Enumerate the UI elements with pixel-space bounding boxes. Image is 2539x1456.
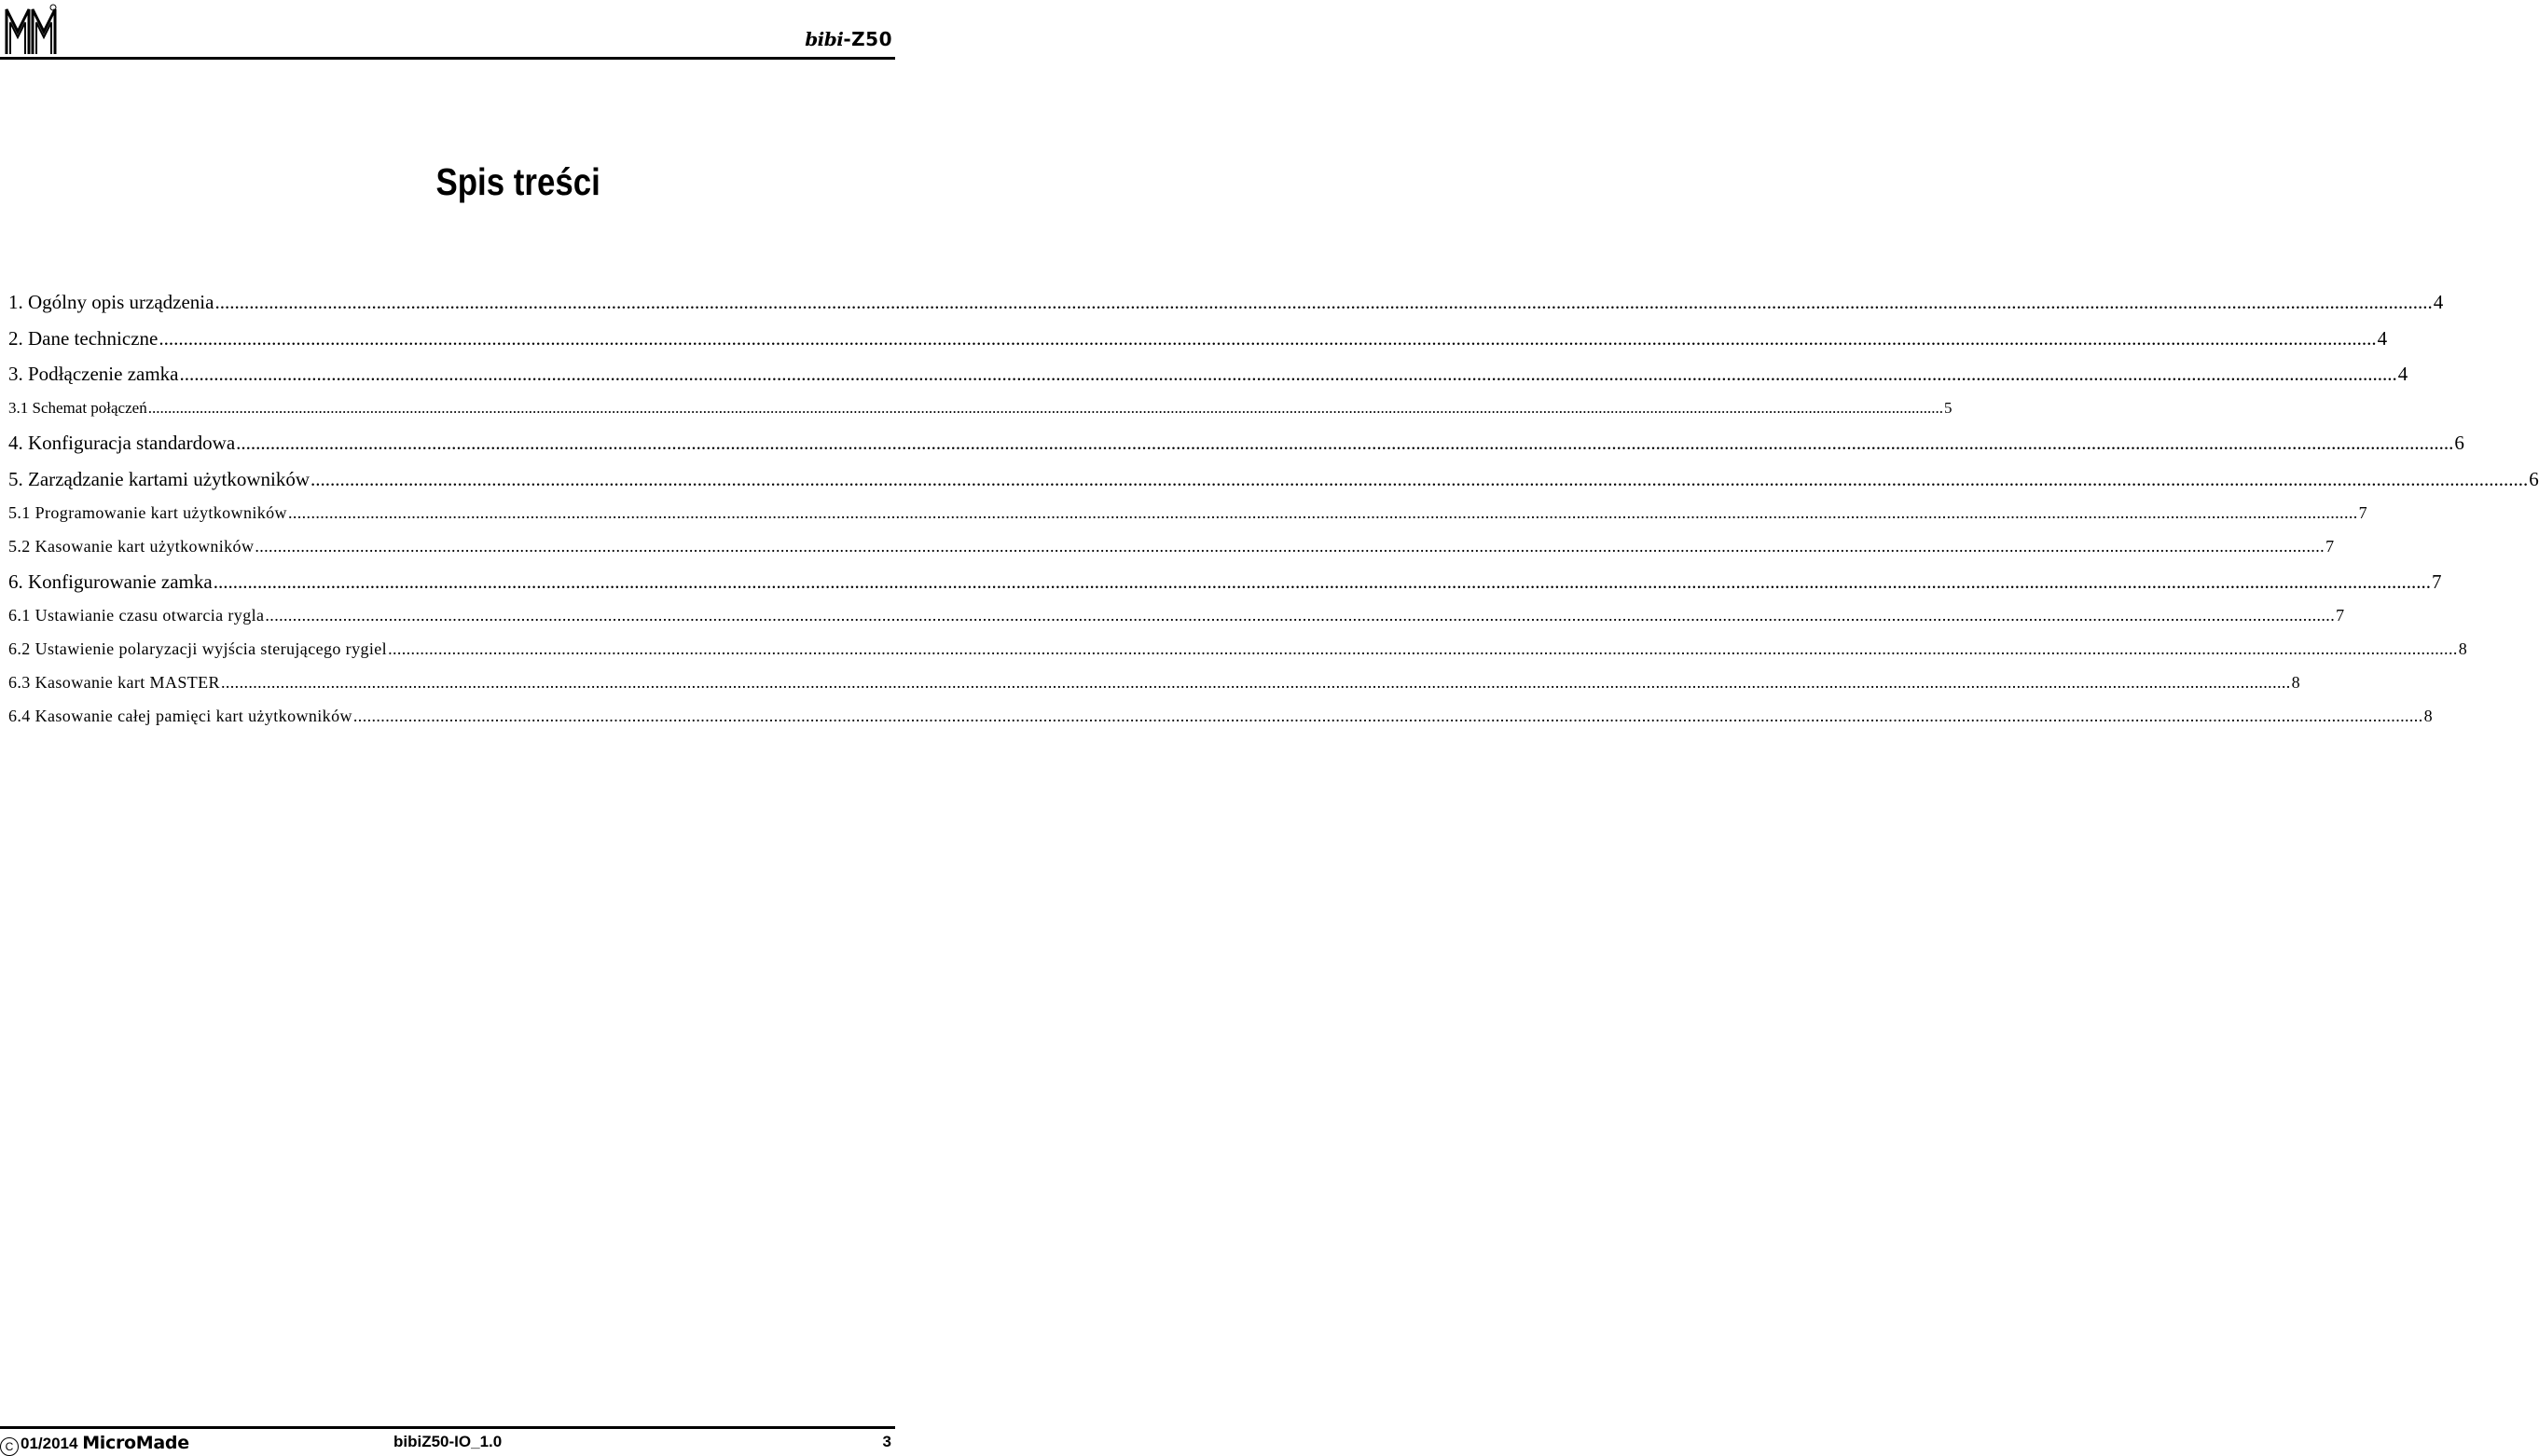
footer-page-number: 3 (882, 1433, 891, 1450)
toc-leader-dots (180, 363, 2397, 386)
toc-leader-dots (221, 673, 2291, 693)
micromade-logo (4, 4, 58, 56)
toc-entry[interactable] (8, 363, 2408, 399)
toc-entry-label: 2. Dane techniczne (8, 326, 159, 350)
toc-entry-page: 7 (2336, 606, 2345, 625)
toc-entry-label: 4. Konfiguracja standardowa (8, 432, 236, 455)
toc-entry-label: 6.3 Kasowanie kart MASTER (8, 672, 220, 692)
toc-entry-page: 4 (2377, 326, 2388, 350)
toc-leader-dots (148, 399, 1943, 418)
toc-entry[interactable] (8, 639, 2468, 673)
toc-entry[interactable] (8, 570, 2442, 607)
toc-entry-page: 4 (2433, 291, 2444, 313)
toc-entry-page: 7 (2325, 537, 2335, 556)
toc-leader-dots (288, 503, 2358, 523)
product-name-script: bibi (805, 28, 844, 50)
toc-leader-dots (159, 327, 2376, 350)
toc-leader-dots (236, 432, 2453, 455)
toc-entry[interactable] (8, 432, 2464, 468)
toc-entry[interactable] (8, 503, 2368, 537)
toc-entry[interactable] (8, 398, 1953, 433)
footer-copyright (0, 1433, 189, 1456)
toc-entry-label: 5.1 Programowanie kart użytkowników (8, 503, 287, 523)
toc-entry-label: 1. Ogólny opis urządzenia (8, 291, 214, 313)
toc-entry-label: 5.2 Kasowanie kart użytkowników (8, 537, 255, 556)
toc-entry[interactable] (8, 467, 2539, 504)
toc-leader-dots (255, 537, 2325, 556)
toc-entry[interactable] (8, 537, 2335, 570)
header-divider (0, 57, 895, 60)
toc-entry-label: 5. Zarządzanie kartami użytkowników (8, 467, 310, 490)
page-footer (0, 1433, 895, 1455)
toc-entry-page: 8 (2458, 639, 2468, 659)
toc-entry[interactable] (8, 672, 2301, 707)
toc-leader-dots (388, 639, 2458, 659)
toc-leader-dots (214, 570, 2431, 594)
toc-entry-page: 8 (2423, 706, 2433, 725)
toc-entry-label: 6.4 Kasowanie całej pamięci kart użytkowników (8, 706, 352, 725)
toc-entry[interactable] (8, 291, 2444, 327)
footer-date: 01/2014 (21, 1435, 78, 1452)
toc-entry-page: 4 (2397, 363, 2408, 385)
footer-brand: MicroMade (82, 1433, 189, 1453)
toc-entry-label: 3. Podłączenie zamka (8, 363, 179, 385)
footer-divider (0, 1426, 895, 1429)
toc-entry-label: 6. Konfigurowanie zamka (8, 570, 213, 593)
product-name (805, 28, 892, 50)
toc-entry-label: 6.2 Ustawienie polaryzacji wyjścia sterującego rygiel (8, 639, 388, 659)
toc-entry-page: 7 (2358, 503, 2368, 523)
toc-entry[interactable] (8, 326, 2388, 364)
table-of-contents (8, 291, 2539, 740)
page-title: Spis treści (435, 160, 600, 203)
toc-entry[interactable] (8, 706, 2433, 740)
toc-entry-label: 6.1 Ustawianie czasu otwarcia rygla (8, 606, 265, 625)
toc-entry-page: 8 (2291, 672, 2301, 692)
toc-leader-dots (310, 468, 2528, 491)
toc-leader-dots (265, 606, 2335, 625)
toc-leader-dots (353, 707, 2423, 726)
toc-entry-page: 6 (2529, 467, 2539, 490)
product-name-suffix: -Z50 (843, 28, 892, 50)
toc-entry-label: 3.1 Schemat połączeń (8, 398, 147, 417)
toc-entry-page: 7 (2431, 570, 2442, 593)
toc-leader-dots (214, 291, 2432, 314)
footer-doc-id: bibiZ50-IO_1.0 (393, 1433, 503, 1450)
toc-entry-page: 5 (1943, 398, 1953, 417)
toc-entry[interactable] (8, 606, 2345, 639)
copyright-icon: C (0, 1437, 19, 1456)
toc-entry-page: 6 (2454, 432, 2464, 455)
